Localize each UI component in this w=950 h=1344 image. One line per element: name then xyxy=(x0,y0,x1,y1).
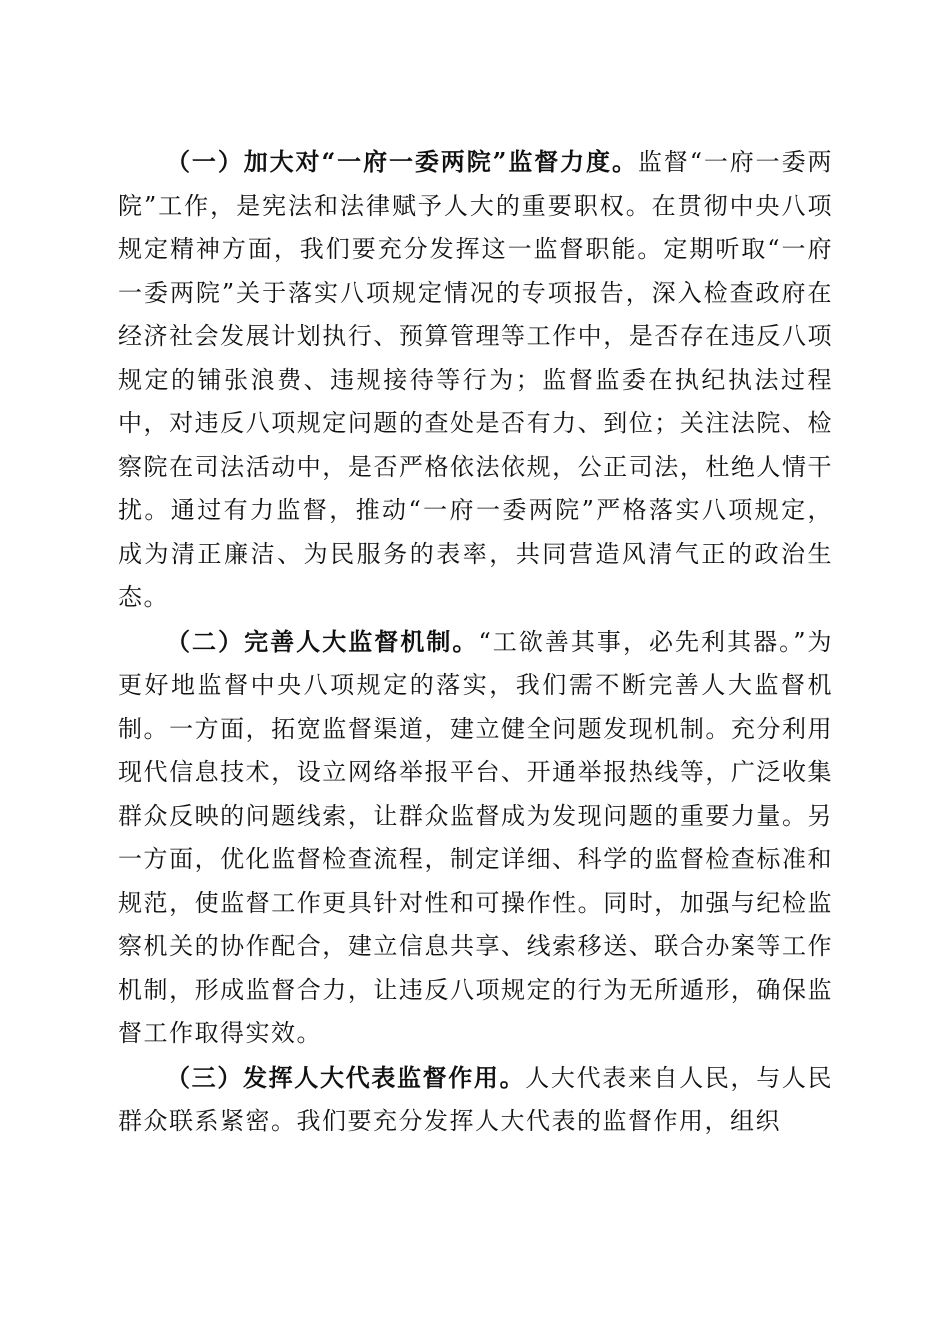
paragraph-3 xyxy=(118,1056,833,1144)
paragraph-1 xyxy=(118,140,833,620)
document-page xyxy=(118,140,833,1144)
paragraph-2-body: “工欲善其事，必先利其器。”为更好地监督中央八项规定的落实，我们需不断完善人大监督机制。一方面，拓宽监督渠道，建立健全问题发现机制。充分利用现代信息技术，设立网络举报平台、开通举报热线等，广泛收集群众反映的问题线索，让群众监督成为发现问题的重要力量。另一方面，优化监督检查流程，制定详细、科学的监督检查标准和规范，使监督工作更具针对性和可操作性。同时，加强与纪检监察机关的协作配合，建立信息共享、线索移送、联合办案等工作机制，形成监督合力，让违反八项规定的行为无所遁形，确保监督工作取得实效。 xyxy=(118,627,834,1047)
paragraph-3-body: 人大代表来自人民，与人民群众联系紧密。我们要充分发挥人大代表的监督作用，组织 xyxy=(118,1063,834,1135)
paragraph-3-heading: （三）发挥人大代表监督作用。 xyxy=(166,1062,526,1092)
paragraph-2 xyxy=(118,620,833,1056)
paragraph-2-heading: （二）完善人大监督机制。 xyxy=(166,626,479,656)
paragraph-1-heading: （一）加大对“一府一委两院”监督力度。 xyxy=(166,147,638,176)
paragraph-1-body: 监督“一府一委两院”工作，是宪法和法律赋予人大的重要职权。在贯彻中央八项规定精神方面，我们要充分发挥这一监督职能。定期听取“一府一委两院”关于落实八项规定情况的专项报告，深入检查政府在经济社会发展计划执行、预算管理等工作中，是否存在违反八项规定的铺张浪费、违规接待等行为；监督监委在执纪执法过程中，对违反八项规定问题的查处是否有力、到位；关注法院、检察院在司法活动中，是否严格依法依规，公正司法，杜绝人情干扰。通过有力监督，推动“一府一委两院”严格落实八项规定，成为清正廉洁、为民服务的表率，共同营造风清气正的政治生态。 xyxy=(118,148,834,611)
